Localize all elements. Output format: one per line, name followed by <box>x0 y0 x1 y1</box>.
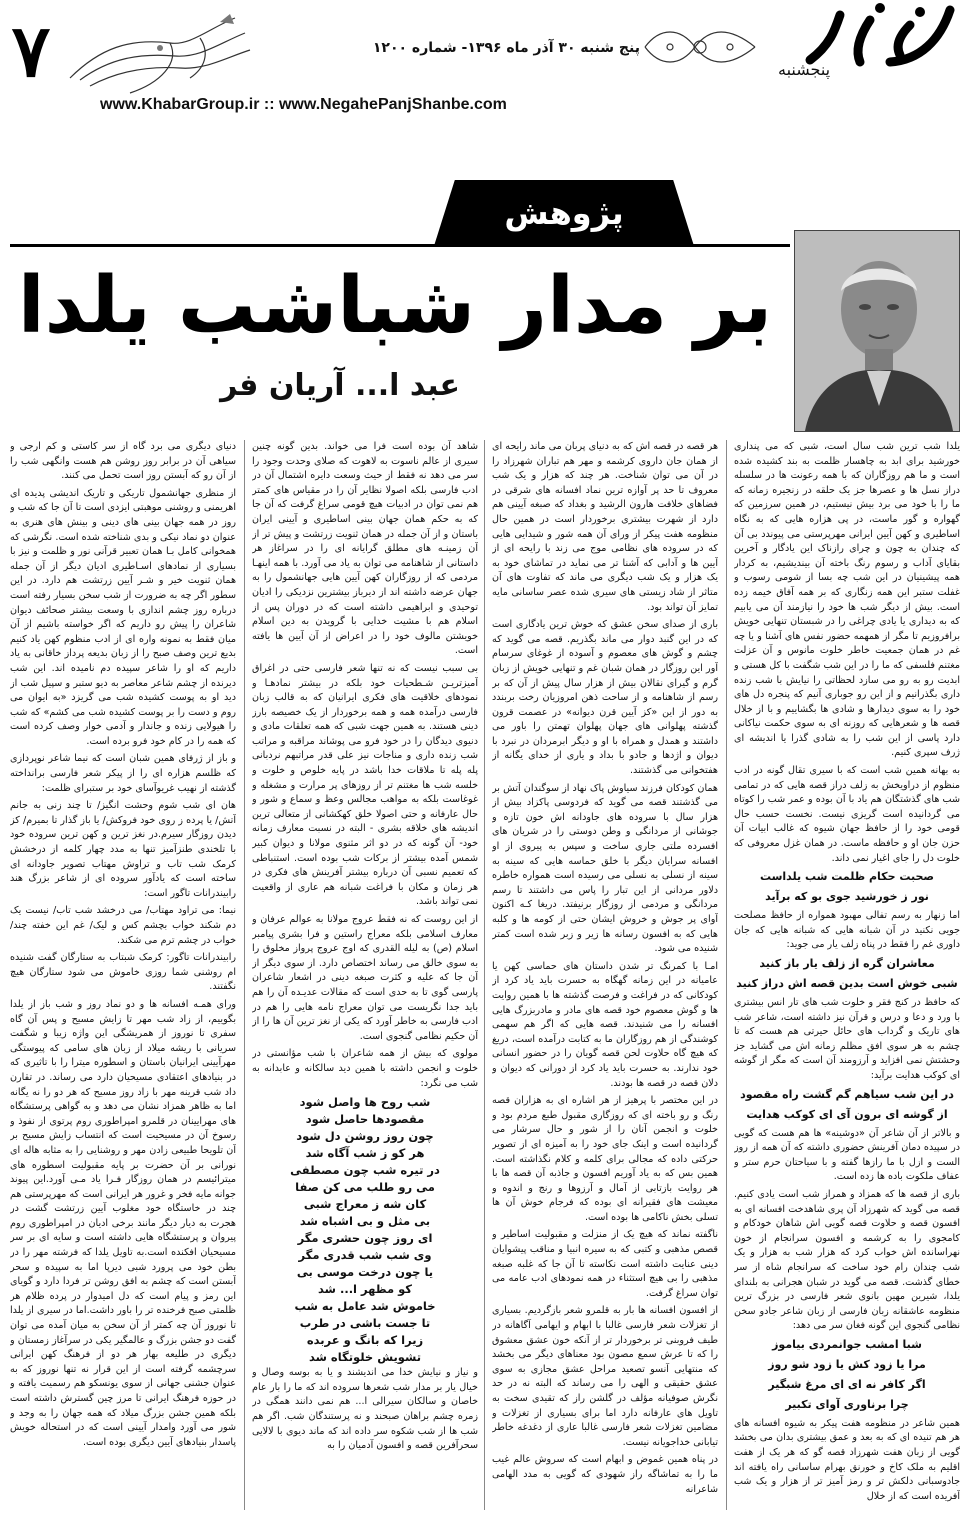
section-label: پژوهش <box>504 194 624 232</box>
verse-line: مرا یا زود کش یا زود شو روز <box>768 1357 926 1371</box>
article-paragraph: اما زنهار به رسم تفالی مهبود همواره از حافظ مصلحت جویی نکنید در آن شبانه هایی که شبانه هایی که جان داوری غم را فقط در پناه زلف یار می جوید: <box>734 910 960 951</box>
poem-line: تا جست باشی در طرب <box>299 1316 431 1331</box>
article-column-1 <box>734 440 960 1510</box>
masthead <box>0 0 970 124</box>
poem-line: کان شه ز معراج شبی <box>303 1197 427 1212</box>
poem-line: هر کو ز شب آگاه شد <box>305 1146 425 1161</box>
poem-line: مقصودها حاصل شود <box>305 1112 425 1127</box>
verse-line: شبا امشب جوانمردی بیاموز <box>772 1337 922 1351</box>
column-divider <box>726 440 727 1510</box>
verse-line: شبی خوش است بدین قصه اش دراز کنید <box>736 977 958 990</box>
article-paragraph: ناگفته نماند که هیچ یک از منزلت و مقبولیت اساطیر و قصص مذهبی و کتبی که به سیره انبیا و مناقب پیشوایان دینی عنایت داشته است نکاسته تا آن جا که غلبه صبغه مذهبی را بی هیچ استثناء در همه نمودهای ادب عامه می توان سراغ گرفت. <box>492 1229 718 1299</box>
article-paragraph: و بالاتر از آن شاعر آن «دوشینه» ها هم هست که گویی در سپیده دمان آفرینش حضوری داشته که آن همه از روز الست و ازل با ما رازها گفته و با سیاحتان حرم ستر و عفاف ملکوت باده ها زده است. <box>734 1127 960 1183</box>
article-paragraph: هان ای شب شوم وحشت انگیز/ تا چند زنی به جانم آتش/ یا پرده ز روی خود فروکش/ یا باز گذار تا بمیرم/ کز دیدن روزگار سیرم.در نغز ترین و کهن ترین سروده خود با تلخندی طنزآمیز تنها به مدد چهار کلمه از درخشش کرمک شب تاب و تراوش مهتاب تصویر جاودانه ای ساخته است که یادآور سروده ای از شاعر بزرگ هند رابیندرانات تاگور است: <box>10 800 236 899</box>
article-paragraph: باری از قصه ها که همزاد و همراز شب است یادی کنیم. قصه می گوید که شهرزاد آن پری شاهدخت افسانه ای به افسون قصه و حلاوت قصه گویی اش شاهان خودکام و کامجوی را به کرشمه و افسون سرانجام از خون نهراسانده اش خواب کرد که هزار شب به هزار و یک شب چندان رام خود ساخت که سرانجام شاه از سر خطای گذشت. قصه می گوید در شبان هجرانی به بلندای یلدا، شیرین مهین بانوی شعر فارسی در بزرگ ترین منظومه عاشقانه زبان فارسی از زبان شاعر جادو سخن نظامی گنجوی این گونه فغان سر می دهد: <box>734 1188 960 1332</box>
column-divider <box>484 440 485 1510</box>
article-paragraph: دنیای دیگری می برد گاه از سر کاستی و کم ارجی و سیاهی آن در برابر روز روشن هم هست وانگهی شب را از آن رو که آبستن روز است تحمل می کنند. <box>10 441 236 482</box>
byline: عبد ا... آریان فر <box>220 368 460 403</box>
article-paragraph: در پناه همین غموض و ابهام است که سروش عالم غیب ما را به تماشاگه راز شهودی که گویی به مدد الهامی شاعرانه <box>492 1454 718 1495</box>
verse-line: معاشران گره از زلف یار باز کنید <box>759 957 935 970</box>
website-urls: www.KhabarGroup.ir :: www.NegahePanjShanbe.com <box>100 96 507 113</box>
verse-line: در این شب سیاهم گم گشت راه مقصود <box>740 1087 954 1101</box>
header-rule <box>10 244 790 247</box>
page-number: ۷ <box>11 8 51 93</box>
article-paragraph: و باز از ژرفای همین شبان است که نیما شاعر نوپردازی که ظلسم هزاره ای را از پیکر شعر فارسی برانداخته گذشته از نهیب غریوآسای خود بر ستبرای ظلمت: <box>10 753 236 794</box>
brand-subtitle: پنجشنبه <box>778 60 831 79</box>
article-paragraph: به بهانه همین شب است که با سیری تقال گونه در ادب منظوم از دراویخش به زلف دراز قصه هایی که در تمامی شب های گذشتگان هم یاد با آن بوده و عمر شب را کوتاه می گردانیده است گریزی نیست. نخست حسب حال قومی خود را از حافظ جهان شیوه که غالب ابیات آن حزن جان او و حافظه ماست. در همان غزل معروفی که خلوت دل را جای اغیار نمی داند. <box>734 765 960 864</box>
poem-line: تشویش خلوتگاه شد <box>308 1350 422 1365</box>
article-column-3 <box>252 440 478 1510</box>
article-paragraph: در این مختصر با پرهیز از هر اشاره ای به هزاران قصه رنگ و رو باخته ای که روزگاری مقبول طبع مردم بود و خلوت و انجمن آنان را از شور و حال سرشار می گردانیده است و اینک جای خود را به آمیزه ای از تصویر حرکتی داده که مجالی برای کلمه و کلام نگذاشته است. همین بس که به یاد آوریم افسون و جاذبه آن قصه ها با هر روایت بازتابی از آمال و آرزوها و رنج و اندوه و معیشت های فقیرانه ای بوده که فرجام خوش آن ها تسلی بخش ناکامی ها بوده است. <box>492 1095 718 1223</box>
article-paragraph: از افسون افسانه ها بار به قلمرو شعر بازگردیم. بسیاری از تغزلات شعر فارسی غالبا با ابهام و ایهامی آگاهانه در طیف فروبنی تر برخوردار تر از آنکه خون عشق معشوق را که تا عرش سمع مصون بود معناهای دیگر می بخشد که منتهایی آنسو تصعید مراحل عشق مجازی به سوی عشق حقیقی و الهی را می رساند که البته نه در حد نگرش صوفیانه مؤلف در گلشن راز که تقیدی سخت به تاویل های عارفانه دارد اما برای بسیاری از تغزلات و مضامین تغزلات شعر فارسی غالبا عاری از دغدغه خاطر تیابانی خداجویانه نیست. <box>492 1305 718 1448</box>
phoenix-emblem-icon <box>60 8 260 98</box>
article-paragraph: باری از صدای سخن عشق که خوش ترین یادگاری است که در این گنبد دوار می ماند بگذریم. قصه می گوید که چشم و گوش های معصوم و آسوده از غوغای سرسام آور این روزگار در همان شبان غم و تنهایی خویش از زبان گرم و گیرای نقالان بیش از هزار سال پیش از آن که بر رسم از شاهنامه و از ساحت ذهن امروزیان رخت بربندد به دور از این «کز آیین قرن دیوانه» در عصمت قرون گذشته پهلوانی های جهان پهلوان تهمتن را باور می داشتند و همدل و همراه با او و دیگر ابرمردان در نبرد با دیوان و اژدها و جادو با بداد و یاری از خدای یگانه از هفتخوانی می گذشتند. <box>492 619 718 777</box>
poem-line: می رو طلب می کن صفا <box>295 1180 435 1195</box>
verse-line: صحبت حکام ظلمت شب یلداست <box>759 870 935 884</box>
poem-line: وی شب شب قدری مگر <box>298 1248 432 1263</box>
column-divider <box>244 440 245 1510</box>
article-paragraph: امـا با کمرنگ تر شدن داستان های حماسی کهن یا عامیانه در این زمانه گهگاه به حسرت باید یاد کرد از کودکانی که در فراغت و فرصت گذشته ها با همین روایت ها و گوش معصوم خود قصه های مادر و مادربزرگ هایی افسانه را می شنیدند. قصه هایی که اگر هم سهمی کوشندگی از هم روزگاران ما به کتابت درآمده است، دریغ که هیچ گاه حلاوت لحن قصه گویان را در حضور انسانی خود ندارند. به حسرت باید یاد کرد از دورانی که دیوان و دلان قصه در قصه ها بودند. <box>492 960 718 1089</box>
verse-line: نور ز خورشید جوی بو که برآید <box>765 890 929 904</box>
date-issue-line: پنج شنبه ۳۰ آذر ماه ۱۳۹۶- شماره ۱۲۰۰ <box>372 40 640 56</box>
article-paragraph: مولوی که بیش از همه شاعران با شب مؤانستی در خلوت و انجمن داشته با همین دید سالکانه و عابدانه به شب می نگرد: <box>252 1048 478 1089</box>
brand-logo <box>770 0 966 110</box>
article-paragraph: ورای همـه افسانه ها و دو نماد روز و شب باز از یلدا بگوییم، از زاد شب مهر تا زایش مسیح و پس آن گاه سفری تا نوروز از همریشگی این واژه زیبا و شگفت سریانی با ریشه میلاد از زبان های سامی که پیوستگی مهرآیینی ایرانیان باستان و اسطوره میترا را با تاثیری که در بنیادهای اعتقادی مسیحیان دارد می رساند. در تقارن داد شب قرینه مهر با زاد روز مسیح که هر دو را نه یگانه اما به ظاهر همزاد نشان می دهد و به گواهی پرستشگاه های مهرایینان در قلمرو امپراطوری روم پرتوی از نفوذ و رسوخ آن در مسیحیت است که انتساب زایش مسیح بر آن تلویحا طبیعی زادن مهر و روشنایی را به مثابه هاله ای نورانی بر آن حضرت بر پایه مقبولیت اسطوره های میترائیسم در همان روزگار فـرا یاد مـی آورد.این پیوند جوانه مایه فخر و غرور هر ایرانی است که مهرپرستی هم چند در خاستگاه خود مغلوب آیین زرتشت گشت در هجرت به دیار دیگر مانند برخی ادیان در امپراطوری روم پیروان و پرستشگاه هایی داشته است و سایه ای بر سر مسیحیان افکنده است.به تاویل یلدا که فرشته مهر را در بطن خود می پرورد شبی دیرپا اما به سپیده و سحر آبستن است که چشم به افق روشن تر فردا دارد و گویای این رمز و پیام است که دل امیدوار در پرده ظلام هر ظلمتی صبح فرخنده تر را باور داشت.اما در سیری از یلدا تا نوروز آن چه کمتر از آن سخن به میان آمده می توان گفت دو جشن بزرگ و عالمگیر یکی در سرآغاز زمستان و دیگری در طلیعه بهار هر دو از فرهنگ کهن ایرانی سرچشمه گرفته است از این قرار نه تنها نوروز که به عنوان جشنی جهانی از سوی یونسکو هم رسمیت یافته و در حوزه فرهنگ ایرانی تا مرز چین گسترش داشته است بلکه همین جشن بزرگ میلاد که همه جهان را به وجد و شور می آورد وامدار آیینی است که در استحاله خویش پاسدار بنیادهای آیین دیگری بوده است. <box>10 998 236 1448</box>
article-paragraph: و نیاز و نیایش خدا می اندیشند و یا به بوسه وصال و خیال یار بر مدار شب شعرها سروده اند که ما را بار عام خاصان و سالکان سیرالی ا... هم نمی دانند همگی در زمره چشم براهان صبحند و نه پرستندگان شب. اگر هم شب ها از شب شکوه سر داده اند که ماند دیوی با لالایی سحرآفرین قصه و افسون آدمیان را به <box>252 1367 478 1452</box>
ornament-icon <box>640 22 760 72</box>
article-paragraph: هر قصه در قصه اش که به دنیای پربان می ماند رایحه ای از همان جان داروی کرشمه و مهر هم تباران شهرزاد را در آن می توان شناخت. هر چند که هزار و یک شب معروف تا حد پر آوازه ترین نماد افسانه های شرقی در فضاهای خلافت هارون الرشید و بغداد که صبغه آیینی هم دارد از شهرت بیشتری برخوردار است در همین حال منظومه هفت پیکر از ورای آن همه شور و شیدایی هایی که در سروده های نظامی موج می زند با رایحه ای از آیین ها و آدابی که آشنا تر می نماید در تماشای خود به یک هزار و یک شب دیگری می ماند که تفاوت های آن متاثر از شاد زیستی های سیری شده عصر ساسانی مایه تمایز آن تواند بود. <box>492 441 718 613</box>
article-hero <box>0 180 970 430</box>
article-column-4 <box>10 440 236 1510</box>
poem-line: یا چون درخت موسی بی <box>296 1265 434 1280</box>
author-portrait <box>794 230 960 432</box>
verse-line: چرا برناوری آوای تکبیر <box>785 1397 909 1411</box>
article-paragraph: از منظری جهانشمول تاریکی و تاریک اندیشی پدیده ای اهریمنی و روشنی موهبتی ایزدی است تا آن جا که شب و روز در همه جهان بینی های دینی و بینش های هنری به عنوان دو نماد نیکی و بدی شناخته شده است. نگرشی که همخوانی کامل بـا همان تعبیر قرآنی نور و ظلمت و نیز با بسیاری از نمادهای اسـاطیری ادیان دیگر از آن جمله همان ثنویت خیر و شـر آیین زرتشت هم دارد. در این سطور اگر چه به ضرورت از شب سخن بسیار رفته است درباره روز چشم اندازی با وسعت بیشتر صحائف دیوان شاعران را پیش رو داریم که اگر خواسته باشیم از آن میان فقط به نمونه واره ای از ادب منظوم کهن یاد کنیم بدیع ترین وصف صبح را از زبان بدیعه پرداز خاقانی به یاد داریم که او را شاعر سپیده دم نامیده اند. این شب دیرنده از چشم شاعر معاصر به دیو ستبر و سپیل شب از دید او به پوست کشیده شب می گریزد «به ایوان می روم و دست را بر پوست کشیده شب می کشم» که شب را هیولایی زنده و جاندار و آدمی خوار وصف کرده است که همه را در کام خود فرو برده است. <box>10 487 236 747</box>
article-paragraph: همین شاعر در منظومه هفت پیکر به شیوه افسانه های هر هم تنیده ای که به بعد و عمق بیشتری بدان می بخشد گویی از زبان هفت شهرزاد قصه گو که هر یک از هفت اقلیم به ملک کاخ و خورنق بهرام ساسانی راه یافته اند جادوسبانی دلکش تر و رمز آمیز تر از هزار و یک شب آفریده است که از خلال <box>734 1417 960 1502</box>
article-paragraph: شاهد آن بوده است فرا می خواند. بدین گونه چنین سیری از عالم ناسوت به لاهوت که صلای وحدت وجود را سر می دهد نه فقط از حیث وسعت دایره اشتمال آن در ادب فارسی بلکه اصولا نظایر آن را در مقیاس های کمتر هم نمی توان در ادبیات هیچ قومی سراغ گرفت که آن جا که به حکم همان جهان بینی اساطیری و آیینی ایران باستان و از آن جمله در همان ثنویت زرتشت و پیش تر از آن زمینـه های مطلق گرایانه ای را در سراغاز هر داستانی از شاهنامه می توان به یاد می آورد. با همه اینهـا مردمی که از روزگاران کهن آیین هایی جهانشمول را به جهان عرضه داشته اند از دیرباز بیشترین نزدیکی را ادیان توحیدی و ابراهیمی داشته است که در دوران پس از اسلام هم با مشیت خدایی با گرویدن به دین اسلام خویشتن مالوف خود را در اعراض از آن آیین ها یافته است. <box>252 441 478 657</box>
article-paragraph: رابیندرانات تاگور: کرمک شبتاب به ستارگان گفت شنیده ام روشنی شما روزی خاموش می شود ستارگان هیچ نگفتند. <box>10 952 236 993</box>
verse-line: اگر کافر نه ای ای مرغ شبگیر <box>768 1377 926 1391</box>
poem-line: شب روح ها واصل شود <box>299 1095 431 1110</box>
article-paragraph: یلدا شب ترین شب سال است، شبی که می پنداری خورشید برای ابد به چاهسار ظلمت به بند کشیده شده است و ما هم روزگاران که با همه رعونت ها در سلسله دراز نسل ها و عصرها جز یک حلقه در زنجیره زمانه که ما را با خود می برد بیش نیستیم، در همین سرزمین که گهواره و گور ماست، در پی هزاره هایی که به نگاه اساطیری و کهن آیین ایرانی مهرپرستی می پیوندد بی آن که چندان به چون و چرای رازناک این یادگار و آخرین بقایای آداب و رسوم رنگ باخته آن بیندیشیم، به کردار همه پیشینیان در این شب چه بسا از شومی رسوب و غفلت ستبر این همه زنگاری که بر همه آفاق خیمه زده است. بیش از دیگر شب ها خود را نیازمند آن می یابیم که به دیداری یا یادی چراغی را در شبستان تنهایی خویش برافروزیم تا مگر از همهمه حضور نفس های آشنا و یا چه غم در همان جمعیت خاطر خلوت مانوس و آن عزلت مغتنم فلسفی که ما را در این شب شگفت با کل هستی و ابدیت رو به رو می سازد لحظاتی را نیایش با شب زنده داری بگذرانیم و از این رو جوباری آنیم که پنجره دل های خود را به سوی دیدارها و شادی ها بگشاییم و با از خلال قصه ها و شعرهایی که روزنه ای به سوی حکمت نیاکانی دارد پاسی از این شب را به شادی گذرا یا اندیشه ای ژرف سپری کنیم. <box>734 441 960 759</box>
poem-line: چون روز روشن دل شود <box>296 1129 434 1144</box>
article-paragraph: نیما: می تراود مهتاب/ می درخشد شب تاب/ نیست یک دم شکند خواب بچشم کس و لیک/ غم این خفته چند/خواب در چشم ترم می شکند. <box>10 905 236 946</box>
article-paragraph: همان کودکان فرزند سیاوش پاک نهاد از سوگندان آتش بر می گذشتند قصه می گوید که فردوسی پاکزاد بیش از هزار سال با سروده های جاودانه اش خون تازه و جوشانی از مردانگی و وطن دوستی را در شریان های افسرده ملتی جاری ساخت و سپس به پیروی از او افسانه سرایان دیگر با خلق حماسه هایی که سینه به سینه از نسلی به نسلی می رسیده است همواره خاطره دلاور مردانی از این تبار را پاس می داشتند تا رسم مردانگی و مردمی از روزگار برنیفتد. دریغا کـه اکنون آوای پر جوش و خروش ایشان حتی از کومه ها و کلبه هایی که به افسون رسانه ها زیر و زبر شده است کمتر شنیده می شود. <box>492 782 718 955</box>
headline: بر مدار شباشب یلدا <box>17 261 773 351</box>
poem-line: ای روز چون حشری مگر <box>297 1231 433 1246</box>
poem-line: خاموش شد عامل به شب <box>294 1299 436 1314</box>
article-column-2 <box>492 440 718 1510</box>
author-photo-icon <box>795 231 959 431</box>
article-paragraph: که حافظ در کنج فقر و خلوت شب های تار انس بیشتری با ورد و دعا و درس و قرآن نیز داشته است، شاعر شب های تاریک و گرداب های حائل حیرتی هم هست که تا چشم به هر سوی افق مظلم زمانه اش می گشاید جز وحشتش نمی افزاید و آرزومند آن است که مگر از گوشه ای کوکب هدایت برآید: <box>734 997 960 1081</box>
poem-line: کو مظهر ا... شد <box>318 1282 412 1297</box>
article-paragraph: بی سبب نیست که نه تنها شعر فارسی حتی در اغراق آمیزتریـن شـطحیات خود بلکه در بیشتر نمادهـا و نمودهای خلاقیت های فکری ایرانیان که به قالب زبان فارسی درآمده همه و همه برخوردار از یک خصیصه بارز دینی هستند. به همین جهت شبی که همه تعلقات مادی و دنیوی دیدگان را در خود فرو می پوشاند مراقبه و مراتب شب زنده داری و مناجات نیز علی قدر مراتبهم نردبانی پله پله تا ملاقات خدا باشد در پایه خلوص و خلوت و خلسه شب ها مغتنم تر از روزهای پر مرارت و مشغله و غوغاست بلکه به مواهب مجالس وعظ و سماع و شور و حال عارفانه و حتی اصولا خلق کهکشانی از متعالی ترین اندیشه های خلاقه بشری - البته در نسبت معارف زمانه خود- آن گونه که در دو اثر مثنوی مولانا و دیوان کبیر شمس آمده بیشتر از برکات شب بوده است. استنباطی که تعمیم نسبی آن درباره بیشتر آفرینش های فکری در هر زمان و مکان با فراغت شبانه هم عاری از واقعیت نمی تواند باشد. <box>252 662 478 908</box>
verse-line: از گوشه ای برون آی ای کوکب هدایت <box>746 1107 948 1121</box>
poem-line: در تیره شب چون مصطفی <box>290 1163 440 1178</box>
poem-line: بی مثل و بی اشباه شد <box>299 1214 431 1229</box>
poem-line: زیرا که بانگ و عربده <box>306 1333 424 1348</box>
article-body <box>10 440 960 1510</box>
article-paragraph: از این روست که نه فقط عروج مولانا به عوالم عرفان و معارف اسلامی بلکه معراج راستین و فرا بشری پیامبر اسلام (ص) به لیله القدری که اوج عروج پرواز مخلوق را به سوی خالق می رساند اختصاص دارد. از سوی دیگر از آن جا که علیه و کثرت صبغه دینی در اشعار شاعران پارسی گوی تا به حدی است که مقالات عدیـده آن را هم باید جدا نگریست می توان معراج نامه هایی را هم در ادب فارسی به خاطر آورد که یکی از نغز ترین آن ها را از آن حکیم نظامی گنجوی است. <box>252 914 478 1042</box>
